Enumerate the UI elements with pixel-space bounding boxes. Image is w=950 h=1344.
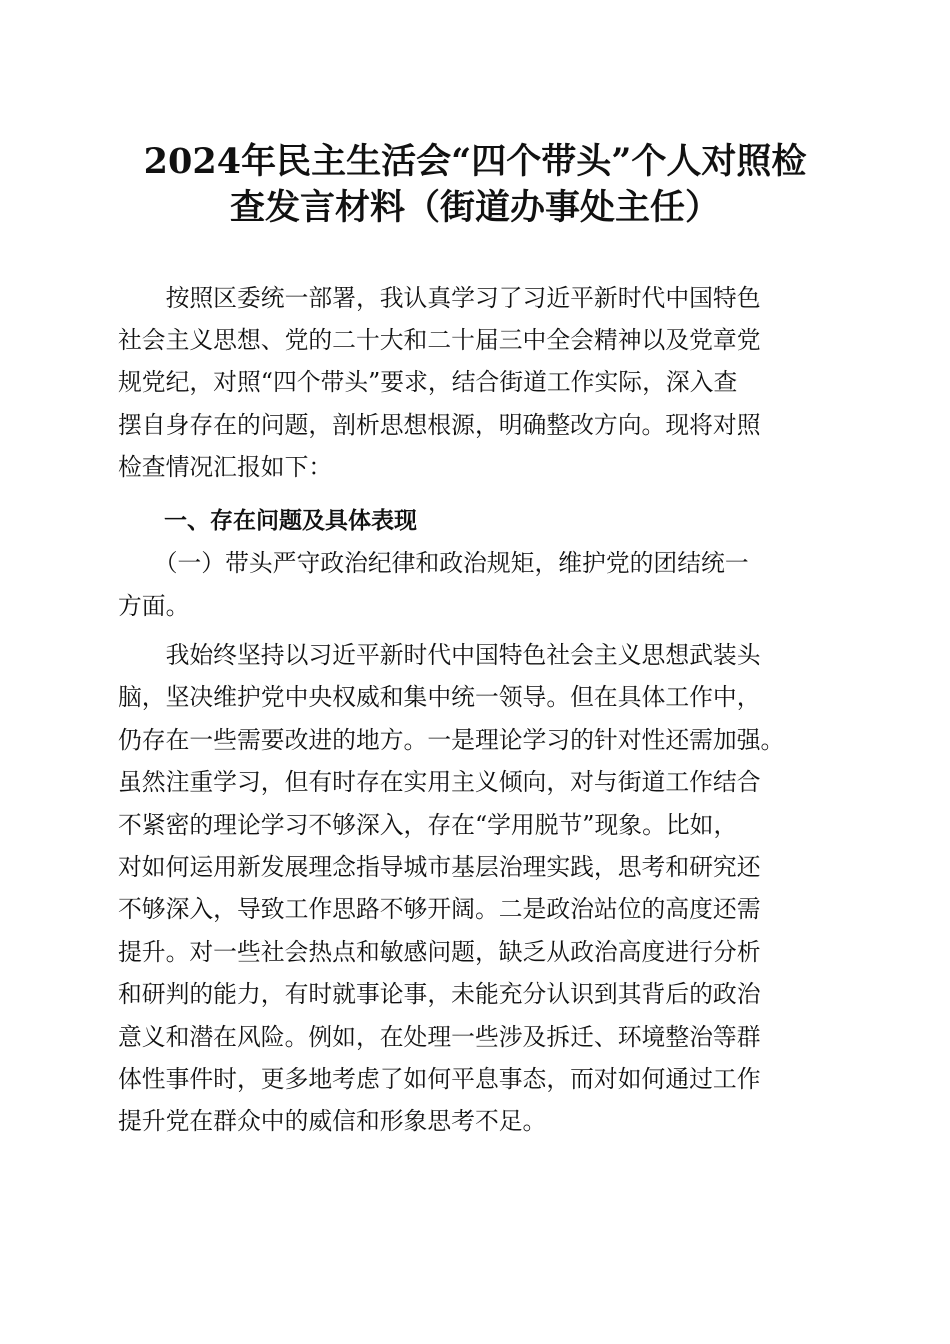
- body-line: 仍存在一些需要改进的地方。一是理论学习的针对性还需加强。: [118, 726, 785, 754]
- body-line: 对如何运用新发展理念指导城市基层治理实践，思考和研究还: [118, 853, 761, 881]
- body-line: 虽然注重学习，但有时存在实用主义倾向，对与街道工作结合: [118, 768, 761, 796]
- intro-line: 社会主义思想、党的二十大和二十届三中全会精神以及党章党: [118, 326, 761, 354]
- document-title-line-2: 查发言材料（街道办事处主任）: [229, 187, 720, 228]
- document-title-line-1: 2024年民主生活会“四个带头”个人对照检: [143, 141, 807, 182]
- body-line: 不紧密的理论学习不够深入，存在“学用脱节”现象。比如，: [118, 811, 738, 839]
- intro-line: 检查情况汇报如下：: [118, 453, 333, 481]
- body-line: 体性事件时，更多地考虑了如何平息事态，而对如何通过工作: [118, 1065, 761, 1093]
- body-line: 提升。对一些社会热点和敏感问题，缺乏从政治高度进行分析: [118, 938, 761, 966]
- intro-line: 摆自身存在的问题，剖析思想根源，明确整改方向。现将对照: [118, 411, 761, 439]
- subheading-line: 方面。: [118, 592, 190, 620]
- body-line: 我始终坚持以习近平新时代中国特色社会主义思想武装头: [118, 641, 761, 669]
- intro-line: 按照区委统一部署，我认真学习了习近平新时代中国特色: [118, 284, 761, 312]
- body-line: 不够深入，导致工作思路不够开阔。二是政治站位的高度还需: [118, 895, 761, 923]
- intro-line: 规党纪，对照“四个带头”要求，结合街道工作实际，深入查: [118, 368, 738, 396]
- body-line: 脑，坚决维护党中央权威和集中统一领导。但在具体工作中，: [118, 683, 761, 711]
- body-line: 和研判的能力，有时就事论事，未能充分认识到其背后的政治: [118, 980, 761, 1008]
- body-line: 意义和潜在风险。例如，在处理一些涉及拆迁、环境整治等群: [118, 1023, 761, 1051]
- section-heading: 一、存在问题及具体表现: [118, 508, 417, 534]
- subheading-line: （一）带头严守政治纪律和政治规矩，维护党的团结统一: [118, 549, 749, 577]
- body-line: 提升党在群众中的威信和形象思考不足。: [118, 1107, 547, 1135]
